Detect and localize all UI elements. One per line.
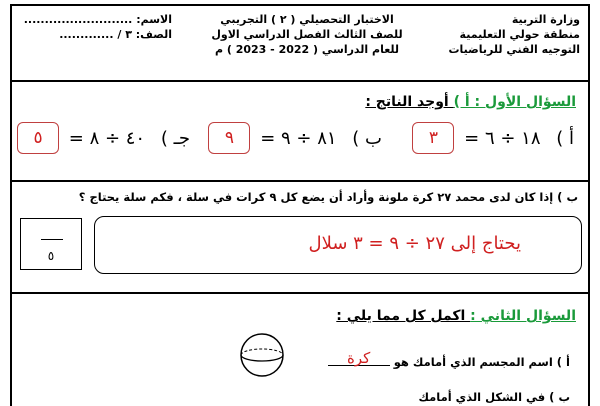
score-box (20, 218, 82, 270)
item-a: أ ) اسم المجسم الذي أمامك هوكرة (328, 354, 570, 369)
exam-header (10, 4, 590, 82)
student-info (22, 12, 172, 42)
score-line (41, 239, 63, 240)
district-line: منطقة حولي التعليمية (459, 28, 580, 41)
question-1b-section (10, 182, 590, 294)
exam-title: الاختبار التحصيلي ( ٢ ) التجريبي (220, 13, 394, 26)
ministry-line: وزارة التربية (511, 13, 580, 26)
question-2-title: السؤال الثاني : اكمل كل مما يلي : (336, 308, 576, 324)
class-field[interactable]: الصف: ٣ / ............. (59, 28, 172, 41)
word-problem-answer: يحتاج إلى ٢٧ ÷ ٩ = ٣ سلال (308, 233, 521, 254)
question-2-section (10, 294, 590, 406)
score-denominator: ٥ (47, 249, 55, 263)
item-a-answer[interactable]: كرة (328, 351, 390, 366)
department-line: التوجيه الفني للرياضيات (448, 43, 580, 56)
exam-info (202, 12, 412, 57)
ministry-info (448, 12, 580, 57)
answer-box-c[interactable]: ٥ (17, 122, 59, 154)
sphere-icon (232, 332, 292, 378)
equation-row (12, 116, 588, 164)
year-line: للعام الدراسي ( 2022 - 2023 ) م (214, 43, 400, 56)
grade-line: للصف الثالث الفصل الدراسي الاول (211, 28, 403, 41)
equation-b: ب ) ٨١ ÷ ٩ = ٩ (204, 122, 382, 154)
item-b: ب ) في الشكل الذي أمامك (418, 390, 570, 404)
word-problem: ب ) إذا كان لدى محمد ٢٧ كرة ملونة وأراد أن يضع كل ٩ كرات في سلة ، فكم سلة يحتاج ؟ (78, 190, 578, 204)
equation-c: جـ ) ٤٠ ÷ ٨ = ٥ (13, 122, 190, 154)
answer-box-b[interactable]: ٩ (208, 122, 250, 154)
question-1-section (10, 82, 590, 182)
answer-box-a[interactable]: ٣ (412, 122, 454, 154)
name-field[interactable]: الاسم: .......................... (23, 13, 172, 26)
word-problem-answer-box[interactable] (94, 216, 582, 274)
equation-a: أ ) ١٨ ÷ ٦ = ٣ (408, 122, 574, 154)
question-1-title: السؤال الأول : أ ) أوجد الناتج : (365, 94, 576, 110)
